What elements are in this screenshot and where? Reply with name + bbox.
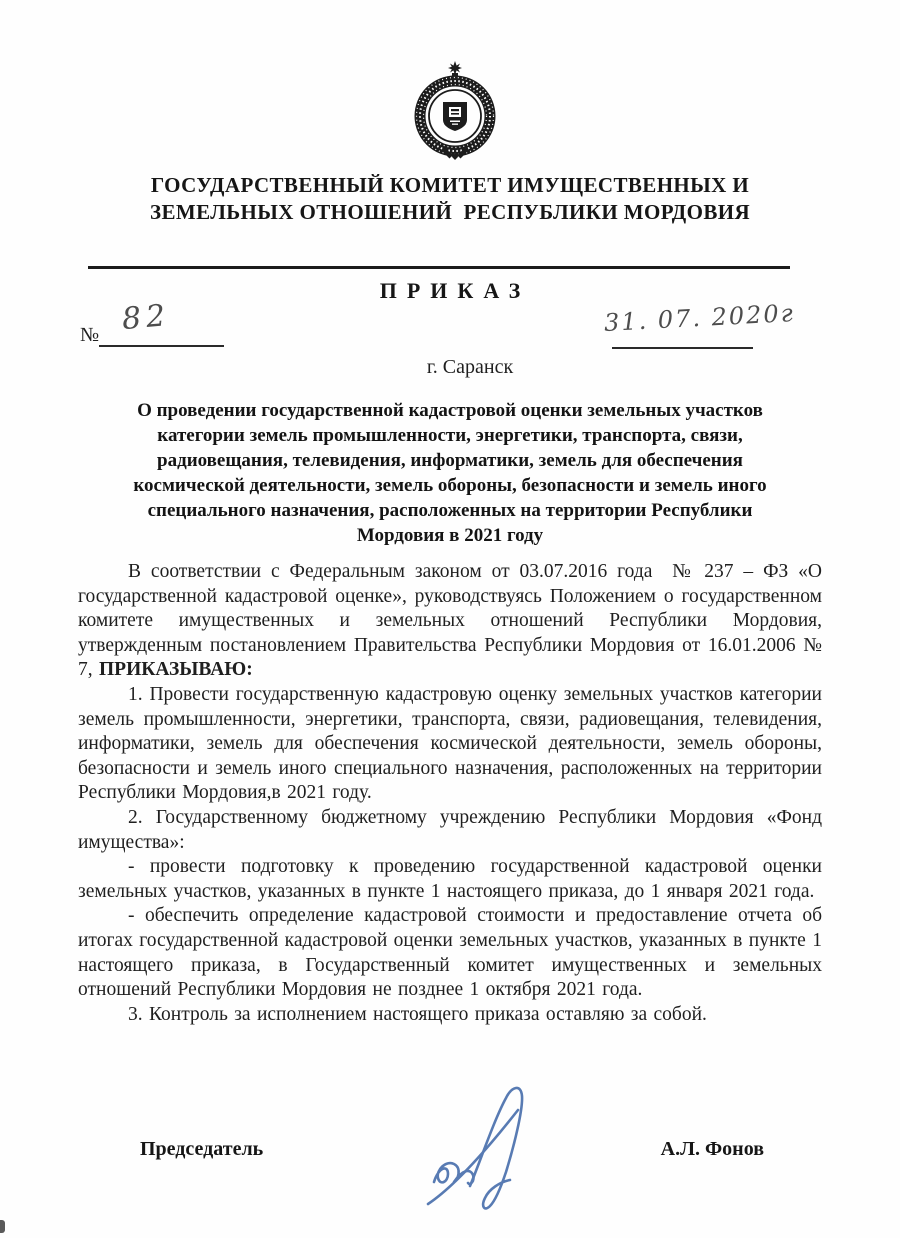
scan-artifact — [0, 1220, 5, 1233]
order-title-line: Мордовия в 2021 году — [356, 525, 544, 546]
number-label: № — [80, 324, 100, 346]
number-underline — [99, 345, 224, 347]
order-title-line: радиовещания, телевидения, информатики, земель для обеспечения — [157, 450, 743, 471]
order-title-line: категории земель промышленности, энергетики, транспорта, связи, — [157, 425, 743, 446]
mordovia-coat-of-arms-icon — [410, 60, 500, 162]
order-body — [78, 560, 822, 1027]
document-type-heading: ПРИКАЗ — [379, 278, 531, 303]
org-name — [0, 172, 900, 226]
order-item-3: 3. Контроль за исполнением настоящего приказа оставляю за собой. — [128, 1003, 707, 1025]
order-title-line: специального назначения, расположенных на территории Республики — [147, 500, 753, 521]
order-item-2-sub-2: - обеспечить определение кадастровой стоимости и предоставление отчета об итогах государственной кадастровой оценки земельных участков, указанных в пункте 1 настоящего приказа, в Государственный комитет имущественных и земельных отношений Республики Мордовия не позднее 1 октября 2021 года. — [78, 905, 822, 1001]
signature-autograph — [418, 1076, 598, 1218]
city-label: г. Саранск — [426, 356, 514, 378]
order-item-2-sub-1: - провести подготовку к проведению государственной кадастровой оценки земельных участков, указанных в пункте 1 настоящего приказа, до 1 января 2021 года. — [78, 856, 822, 902]
order-title-line: О проведении государственной кадастровой оценки земельных участков — [137, 400, 763, 421]
order-title-line: космической деятельности, земель обороны, безопасности и земель иного — [133, 475, 767, 496]
signer-position: Председатель — [140, 1138, 264, 1160]
date-underline — [612, 347, 753, 349]
intro-paragraph — [78, 560, 822, 683]
handwritten-order-number: 82 — [120, 297, 172, 338]
emblem-svg — [410, 60, 500, 162]
org-name-line2: ЗЕМЕЛЬНЫХ ОТНОШЕНИЙ РЕСПУБЛИКИ МОРДОВИЯ — [149, 200, 751, 224]
handwritten-date: 31. 07. 2020г — [603, 299, 796, 337]
intro-text: В соответствии с Федеральным законом от 03.07.2016 года № 237 – ФЗ «О государственной кадастровой оценке», руководствуясь Положением о государственном комитете имущественных и земельных отношений Республики Мордовия, утвержденным постановлением Правительства Республики Мордовия от 16.01.2006 № 7, — [78, 561, 822, 681]
intro-bold-keyword: ПРИКАЗЫВАЮ: — [99, 659, 253, 681]
org-name-line1: ГОСУДАРСТВЕННЫЙ КОМИТЕТ ИМУЩЕСТВЕННЫХ И — [150, 173, 750, 197]
order-item-1: 1. Провести государственную кадастровую оценку земельных участков категории земель промышленности, энергетики, транспорта, связи, радиовещания, телевидения, информатики, земель для обеспечения космической деятельности, земель обороны, безопасности и земель иного специального назначения, расположенных на территории Республики Мордовия,в 2021 году. — [78, 683, 822, 804]
signer-name: А.Л. Фонов — [660, 1138, 764, 1160]
order-title — [0, 398, 900, 548]
order-item-2: 2. Государственному бюджетному учреждению Республики Мордовия «Фонд имущества»: — [78, 806, 822, 853]
header-divider — [88, 266, 790, 269]
